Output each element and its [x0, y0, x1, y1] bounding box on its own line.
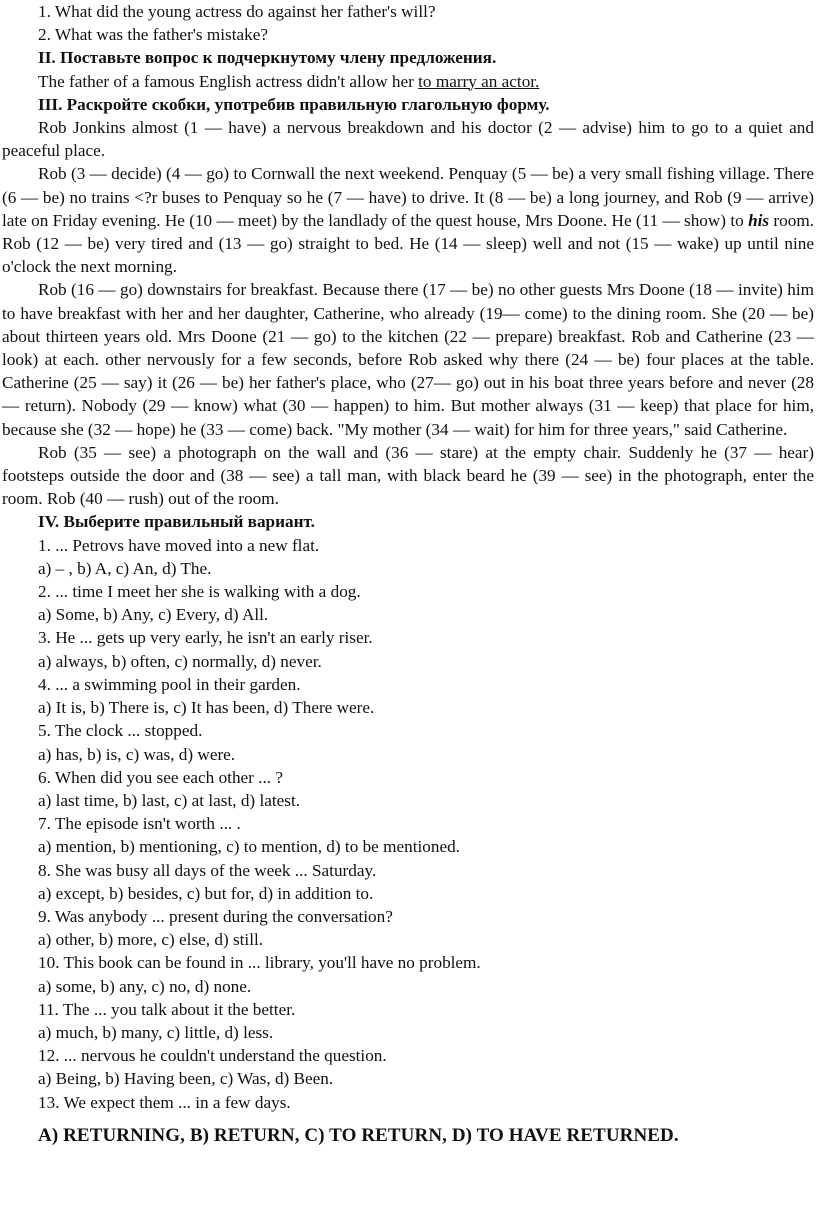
choice-options-final: A) RETURNING, B) RETURN, C) TO RETURN, D) TO HAVE RETURNED.: [38, 1124, 679, 1146]
choice-options: a) It is, b) There is, c) It has been, d) There were.: [38, 698, 375, 718]
choice-options: a) – , b) A, c) An, d) The.: [38, 558, 212, 578]
choice-question: 12. ... nervous he couldn't understand the question.: [38, 1046, 387, 1066]
choice-options: a) Being, b) Having been, c) Was, d) Been.: [38, 1069, 334, 1089]
choice-question: 6. When did you see each other ... ?: [38, 767, 283, 787]
question-1: 1. What did the young actress do against her father's will?: [38, 2, 436, 21]
choice-question: 4. ... a swimming pool in their garden.: [38, 674, 301, 694]
section-3-heading: III. Раскройте скобки, употребив правильную глагольную форму.: [38, 94, 550, 114]
choice-question: 1. ... Petrovs have moved into a new flat.: [38, 535, 320, 555]
choice-options: a) other, b) more, c) else, d) still.: [38, 930, 264, 950]
choice-options: a) except, b) besides, c) but for, d) in addition to.: [38, 883, 374, 903]
choice-options: a) has, b) is, c) was, d) were.: [38, 744, 236, 764]
underlined-phrase: to marry an actor.: [418, 71, 540, 91]
section-4-heading: IV. Выберите правильный вариант.: [38, 512, 315, 532]
choice-question: 5. The clock ... stopped.: [38, 721, 203, 741]
paragraph-1: Rob Jonkins almost (1 — have) a nervous breakdown and his doctor (2 — advise) him to go to a quiet and peaceful place.: [2, 118, 814, 161]
paragraph-2-text-a: Rob (3 — decide) (4 — go) to Cornwall the next weekend. Penquay (5 — be) a very small fishing village. There (6 — be) no trains <?r buses to Penquay so he (7 — have) to drive. It (8 — be) a long journey, and Rob (9 — arrive) late on Friday evening. He (10 — meet) by the landlady of the quest house, Mrs Doone. He (11 — show) to: [2, 164, 814, 230]
sentence-text: The father of a famous English actress didn't allow her: [38, 71, 419, 91]
choice-options: a) some, b) any, c) no, d) none.: [38, 976, 252, 996]
choice-list: [2, 534, 814, 1114]
choice-options: a) Some, b) Any, c) Every, d) All.: [38, 605, 269, 625]
choice-question: 11. The ... you talk about it the better.: [38, 999, 296, 1019]
choice-options: a) much, b) many, c) little, d) less.: [38, 1022, 274, 1042]
paragraph-2-italic: his: [748, 210, 770, 230]
section-2-heading: II. Поставьте вопрос к подчеркнутому члену предложения.: [38, 48, 497, 68]
question-2: 2. What was the father's mistake?: [38, 25, 268, 45]
choice-question: 2. ... time I meet her she is walking with a dog.: [38, 582, 361, 602]
choice-options: a) mention, b) mentioning, c) to mention, d) to be mentioned.: [38, 837, 460, 857]
choice-question: 8. She was busy all days of the week ... Saturday.: [38, 860, 377, 880]
choice-options: a) last time, b) last, c) at last, d) latest.: [38, 790, 301, 810]
choice-options: a) always, b) often, c) normally, d) never.: [38, 651, 322, 671]
paragraph-2-text-b: room. Rob (12 — be) very tired and (13 — go) straight to bed. He (14 — sleep) well and not (15 — wake) up until nine o'clock the next morning.: [2, 210, 814, 277]
paragraph-2: [2, 162, 814, 278]
paragraph-4: Rob (35 — see) a photograph on the wall and (36 — stare) at the empty chair. Suddenly he (37 — hear) footsteps outside the door and (38 — see) a tall man, with black beard he (39 — see) in the photograph, enter the room. Rob (40 — rush) out of the room.: [2, 442, 814, 509]
choice-question: 9. Was anybody ... present during the conversation?: [38, 906, 393, 926]
paragraph-3: Rob (16 — go) downstairs for breakfast. Because there (17 — be) no other guests Mrs Doone (18 — invite) him to have breakfast with her and her daughter, Catherine, who already (19— come) to the dining room. She (20 — be) about thirteen years old. Mrs Doone (21 — go) to the kitchen (22 — prepare) breakfast. Rob and Catherine (23 — look) at each. other nervously for a few seconds, before Rob asked why there (24 — be) four places at the table. Catherine (25 — say) it (26 — be) her father's place, who (27— go) out in his boat three years before and never (28 — return). Nobody (29 — know) what (30 — happen) to him. But mother always (31 — keep) that place for him, because she (32 — hope) he (33 — come) back. "My mother (34 — wait) for him for three years," said Catherine.: [2, 280, 814, 439]
choice-question: 10. This book can be found in ... library, you'll have no problem.: [38, 953, 481, 973]
choice-question: 3. He ... gets up very early, he isn't an early riser.: [38, 628, 373, 648]
section-2-sentence: [2, 70, 814, 93]
choice-question: 13. We expect them ... in a few days.: [38, 1092, 291, 1112]
choice-question: 7. The episode isn't worth ... .: [38, 814, 241, 834]
